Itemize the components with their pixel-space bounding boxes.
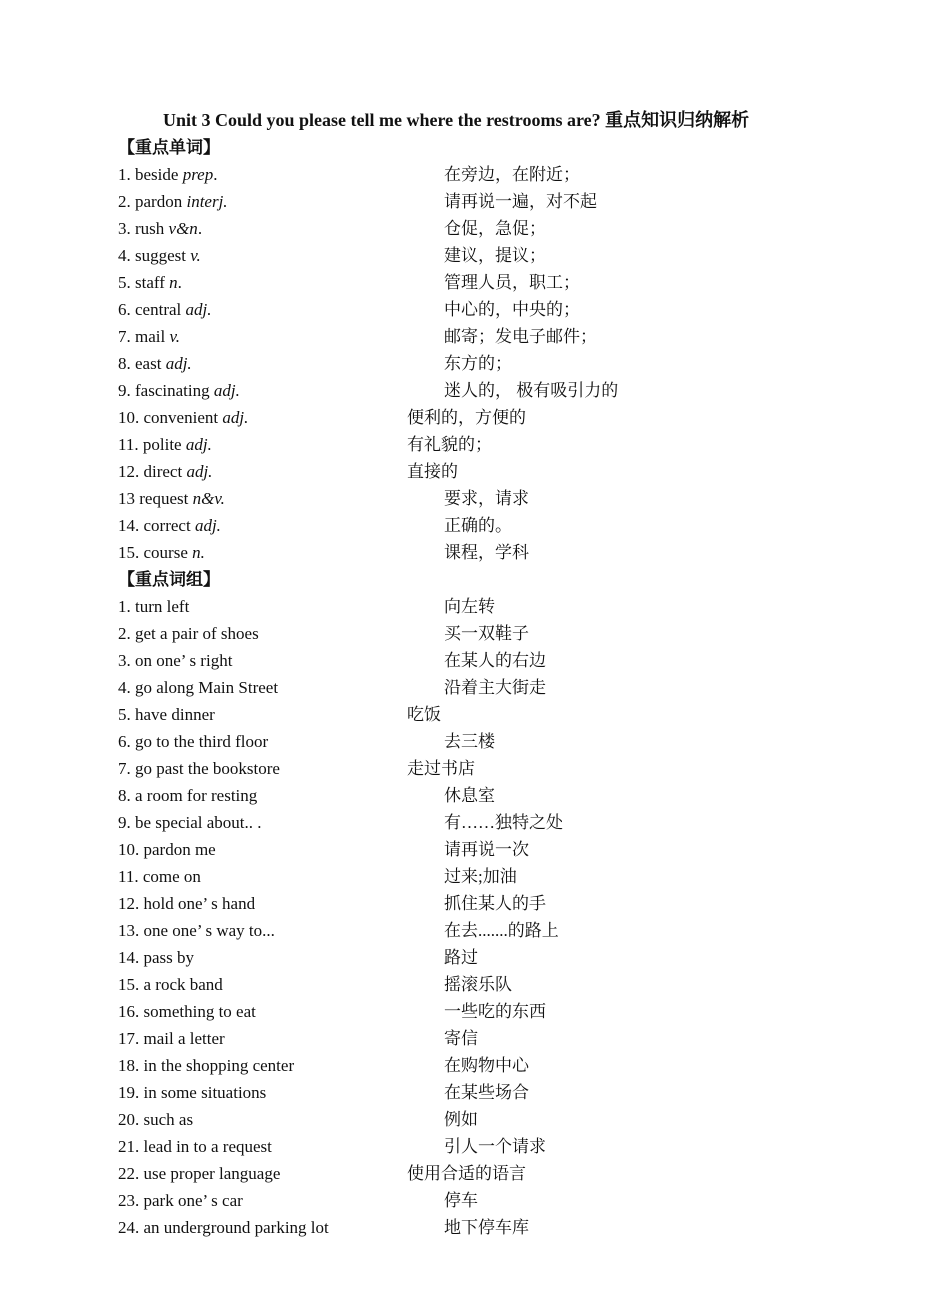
- vocab-item: [118, 431, 838, 458]
- phrase-text: 19. in some situations: [118, 1083, 267, 1102]
- phrase-item: [118, 809, 838, 836]
- phrase-item: [118, 647, 838, 674]
- phrase-item: [118, 1160, 838, 1187]
- vocab-item: [118, 377, 838, 404]
- part-of-speech: adj.: [194, 516, 221, 535]
- phrase-item: [118, 620, 838, 647]
- phrase-section-heading: 【重点词组】: [118, 570, 220, 589]
- phrase-text: 1. turn left: [118, 597, 190, 616]
- phrase-text: 2. get a pair of shoes: [118, 624, 259, 643]
- phrase-item: [118, 593, 838, 620]
- part-of-speech: adj.: [213, 381, 240, 400]
- phrase-text: 12. hold one’ s hand: [118, 894, 256, 913]
- phrase-meaning: 去三楼: [444, 732, 495, 751]
- phrase-text: 23. park one’ s car: [118, 1191, 243, 1210]
- phrase-meaning: 请再说一次: [444, 840, 529, 859]
- phrase-meaning: 抓住某人的手: [444, 894, 546, 913]
- vocab-word: 7. mail v.: [118, 327, 181, 346]
- vocab-word: 3. rush v&n.: [118, 219, 203, 238]
- part-of-speech: n: [169, 273, 178, 292]
- part-of-speech: adj.: [186, 462, 213, 481]
- vocab-word: 6. central adj.: [118, 300, 212, 319]
- phrase-meaning: 在某些场合: [444, 1083, 529, 1102]
- phrase-meaning: 在去.......的路上: [444, 921, 559, 940]
- vocab-item: [118, 458, 838, 485]
- vocab-item: [118, 512, 838, 539]
- phrase-text: 15. a rock band: [118, 975, 223, 994]
- vocab-word: 1. beside prep.: [118, 165, 218, 184]
- phrase-text: 10. pardon me: [118, 840, 216, 859]
- part-of-speech: v.: [190, 246, 201, 265]
- phrase-meaning: 引人一个请求: [444, 1137, 546, 1156]
- vocab-word: 4. suggest v.: [118, 246, 201, 265]
- vocab-word: 11. polite adj.: [118, 435, 212, 454]
- phrase-text: 21. lead in to a request: [118, 1137, 272, 1156]
- phrase-meaning: 在购物中心: [444, 1056, 529, 1075]
- phrase-item: [118, 1052, 838, 1079]
- phrase-meaning: 走过书店: [407, 759, 475, 778]
- vocab-meaning: 在旁边，在附近；: [444, 165, 580, 184]
- vocab-section-heading: 【重点单词】: [118, 138, 220, 157]
- phrase-item: [118, 701, 838, 728]
- document-title: Unit 3 Could you please tell me where the restrooms are? 重点知识归纳解析: [163, 110, 750, 130]
- phrase-text: 16. something to eat: [118, 1002, 256, 1021]
- vocab-word: 15. course n.: [118, 543, 205, 562]
- vocab-word: 10. convenient adj.: [118, 408, 249, 427]
- vocab-meaning: 要求，请求: [444, 489, 529, 508]
- vocab-meaning: 有礼貌的；: [407, 435, 492, 454]
- phrase-item: [118, 674, 838, 701]
- vocab-meaning: 便利的，方便的: [407, 408, 526, 427]
- phrase-text: 24. an underground parking lot: [118, 1218, 329, 1237]
- phrase-text: 20. such as: [118, 1110, 194, 1129]
- vocab-item: [118, 215, 838, 242]
- vocab-item: [118, 323, 838, 350]
- vocab-meaning: 正确的。: [444, 516, 512, 535]
- phrase-meaning: 停车: [444, 1191, 478, 1210]
- phrase-meaning: 地下停车库: [444, 1218, 529, 1237]
- phrase-meaning: 一些吃的东西: [444, 1002, 546, 1021]
- phrase-item: [118, 944, 838, 971]
- vocab-meaning: 中心的，中央的；: [444, 300, 580, 319]
- vocab-item: [118, 161, 838, 188]
- phrase-text: 9. be special about.. .: [118, 813, 262, 832]
- vocab-meaning: 建议，提议；: [444, 246, 546, 265]
- part-of-speech: adj.: [222, 408, 249, 427]
- phrase-meaning: 休息室: [444, 786, 495, 805]
- vocab-meaning: 直接的: [407, 462, 458, 481]
- phrase-text: 14. pass by: [118, 948, 195, 967]
- phrase-text: 7. go past the bookstore: [118, 759, 280, 778]
- phrase-meaning: 寄信: [444, 1029, 478, 1048]
- phrase-item: [118, 1187, 838, 1214]
- vocab-meaning: 仓促，急促；: [444, 219, 546, 238]
- part-of-speech: interj.: [186, 192, 228, 211]
- vocab-meaning: 请再说一遍，对不起: [444, 192, 597, 211]
- phrase-item: [118, 1133, 838, 1160]
- part-of-speech: v.: [169, 327, 181, 346]
- phrase-item: [118, 728, 838, 755]
- phrase-text: 3. on one’ s right: [118, 651, 233, 670]
- vocab-meaning: 迷人的， 极有吸引力的: [444, 381, 619, 400]
- phrase-meaning: 吃饭: [407, 705, 441, 724]
- phrase-item: [118, 998, 838, 1025]
- phrase-item: [118, 1214, 838, 1241]
- phrase-text: 8. a room for resting: [118, 786, 258, 805]
- phrase-item: [118, 1106, 838, 1133]
- part-of-speech: adj.: [185, 300, 212, 319]
- phrase-meaning: 路过: [444, 948, 478, 967]
- phrase-text: 22. use proper language: [118, 1164, 281, 1183]
- phrase-meaning: 沿着主大街走: [444, 678, 546, 697]
- vocab-item: [118, 404, 838, 431]
- phrase-meaning: 在某人的右边: [444, 651, 546, 670]
- part-of-speech: n&v.: [192, 489, 225, 508]
- phrase-meaning: 买一双鞋子: [444, 624, 529, 643]
- vocab-meaning: 邮寄；发电子邮件；: [444, 327, 597, 346]
- part-of-speech: prep: [182, 165, 214, 184]
- vocab-item: [118, 485, 838, 512]
- vocab-word: 13 request n&v.: [118, 489, 225, 508]
- vocab-item: [118, 188, 838, 215]
- phrase-meaning: 有……独特之处: [444, 813, 563, 832]
- vocab-meaning: 管理人员，职工；: [444, 273, 580, 292]
- vocab-item: [118, 539, 838, 566]
- vocab-word: 2. pardon interj.: [118, 192, 228, 211]
- vocab-item: [118, 350, 838, 377]
- phrase-text: 11. come on: [118, 867, 201, 886]
- phrase-text: 6. go to the third floor: [118, 732, 269, 751]
- vocab-item: [118, 242, 838, 269]
- phrase-item: [118, 755, 838, 782]
- vocab-meaning: 课程，学科: [444, 543, 529, 562]
- part-of-speech: adj.: [185, 435, 212, 454]
- phrase-item: [118, 782, 838, 809]
- phrase-text: 18. in the shopping center: [118, 1056, 295, 1075]
- phrase-item: [118, 890, 838, 917]
- phrase-meaning: 例如: [444, 1110, 478, 1129]
- phrase-item: [118, 1025, 838, 1052]
- vocab-word: 8. east adj.: [118, 354, 192, 373]
- vocab-word: 14. correct adj.: [118, 516, 221, 535]
- vocab-meaning: 东方的；: [444, 354, 512, 373]
- phrase-text: 5. have dinner: [118, 705, 215, 724]
- part-of-speech: v&n: [168, 219, 198, 238]
- phrase-meaning: 使用合适的语言: [407, 1164, 526, 1183]
- part-of-speech: n.: [192, 543, 205, 562]
- vocab-word: 12. direct adj.: [118, 462, 213, 481]
- phrase-item: [118, 863, 838, 890]
- phrase-meaning: 向左转: [444, 597, 495, 616]
- phrase-item: [118, 1079, 838, 1106]
- phrase-meaning: 摇滚乐队: [444, 975, 512, 994]
- vocab-word: 5. staff n.: [118, 273, 182, 292]
- vocab-item: [118, 269, 838, 296]
- part-of-speech: adj.: [165, 354, 192, 373]
- phrase-meaning: 过来;加油: [444, 867, 517, 886]
- vocab-item: [118, 296, 838, 323]
- phrase-text: 13. one one’ s way to...: [118, 921, 275, 940]
- phrase-item: [118, 971, 838, 998]
- phrase-item: [118, 836, 838, 863]
- phrase-text: 17. mail a letter: [118, 1029, 225, 1048]
- phrase-item: [118, 917, 838, 944]
- vocab-word: 9. fascinating adj.: [118, 381, 240, 400]
- phrase-text: 4. go along Main Street: [118, 678, 279, 697]
